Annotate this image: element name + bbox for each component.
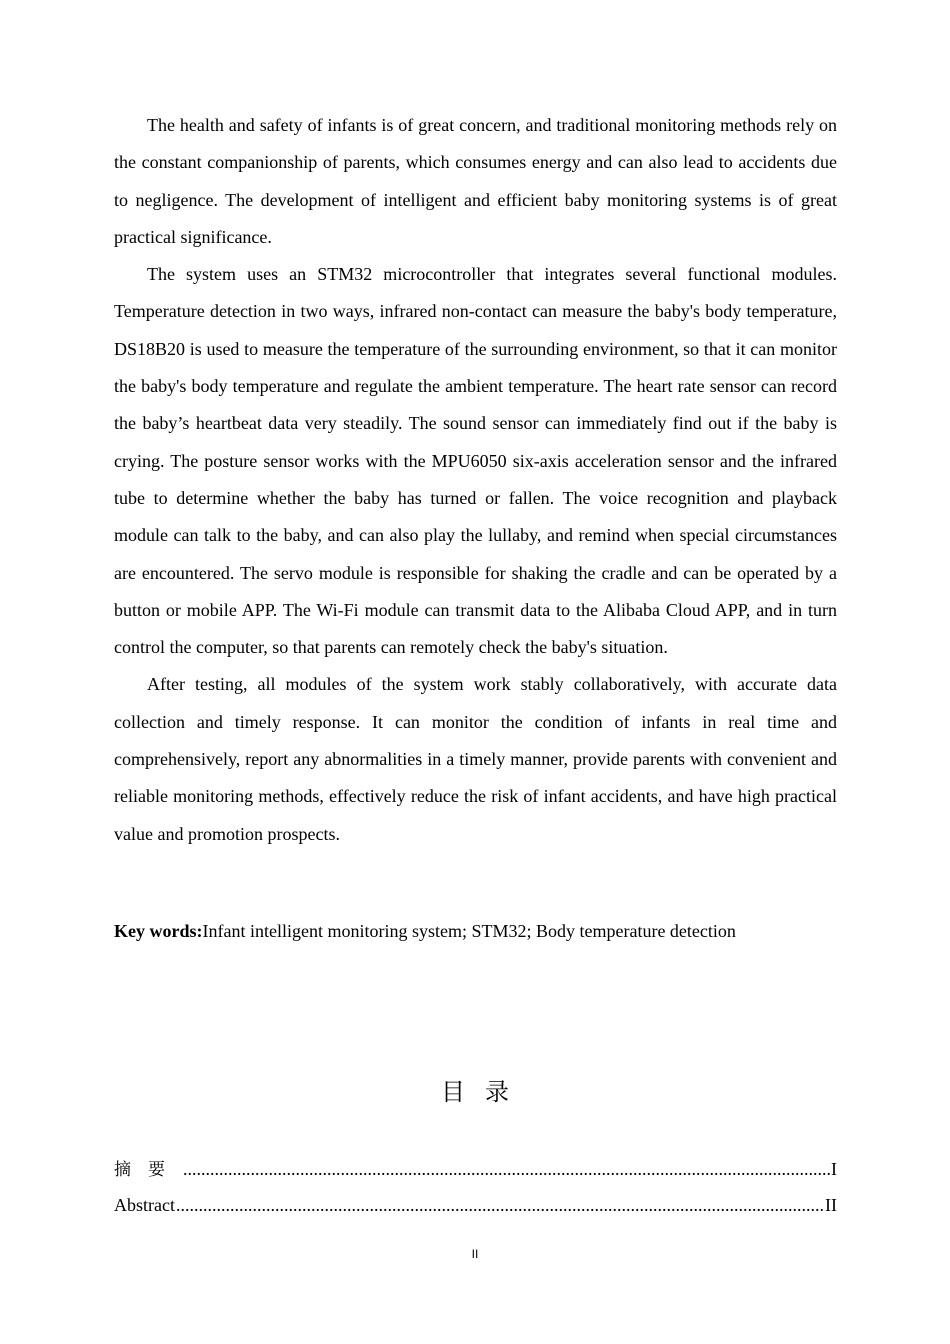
toc-title: 目录 (441, 1078, 529, 1106)
toc-entry-page: II (825, 1195, 837, 1215)
abstract-body (114, 107, 837, 853)
toc-entry-page: I (831, 1159, 837, 1179)
table-of-contents (114, 1151, 837, 1223)
toc-leader-dots (176, 1187, 824, 1223)
keywords-text: Infant intelligent monitoring system; STM32; Body temperature detection (202, 921, 736, 941)
toc-entry-label: 摘要 (114, 1160, 182, 1180)
toc-entry-label: Abstract (114, 1195, 175, 1215)
abstract-paragraph-1: The health and safety of infants is of great concern, and traditional monitoring methods rely on the constant companionship of parents, which consumes energy and can also lead to accidents due to negligence. The development of intelligent and efficient baby monitoring systems is of great practical significance. (114, 115, 837, 247)
page-number: II (471, 1247, 479, 1261)
keywords-line (114, 913, 837, 949)
abstract-paragraph-2: The system uses an STM32 microcontroller that integrates several functional modules. Temperature detection in two ways, infrared non-contact can measure the baby's body temperature, DS18B20 is used to measure the temperature of the surrounding environment, so that it can monitor the baby's body temperature and regulate the ambient temperature. The heart rate sensor can record the baby’s heartbeat data very steadily. The sound sensor can immediately find out if the baby is crying. The posture sensor works with the MPU6050 six-axis acceleration sensor and the infrared tube to determine whether the baby has turned or fallen. The voice recognition and playback module can talk to the baby, and can also play the lullaby, and remind when special circumstances are encountered. The servo module is responsible for shaking the cradle and can be operated by a button or mobile APP. The Wi-Fi module can transmit data to the Alibaba Cloud APP, and in turn control the computer, so that parents can remotely check the baby's situation. (114, 264, 837, 658)
toc-entry-zhaiyao[interactable] (114, 1151, 837, 1187)
toc-entry-abstract[interactable] (114, 1187, 837, 1223)
keywords-label: Key words: (114, 921, 203, 941)
abstract-paragraph-3: After testing, all modules of the system work stably collaboratively, with accurate data collection and timely response. It can monitor the condition of infants in real time and comprehensively, report any abnormalities in a timely manner, provide parents with convenient and reliable monitoring methods, effectively reduce the risk of infant accidents, and have high practical value and promotion prospects. (114, 674, 837, 844)
toc-leader-dots (183, 1151, 830, 1187)
